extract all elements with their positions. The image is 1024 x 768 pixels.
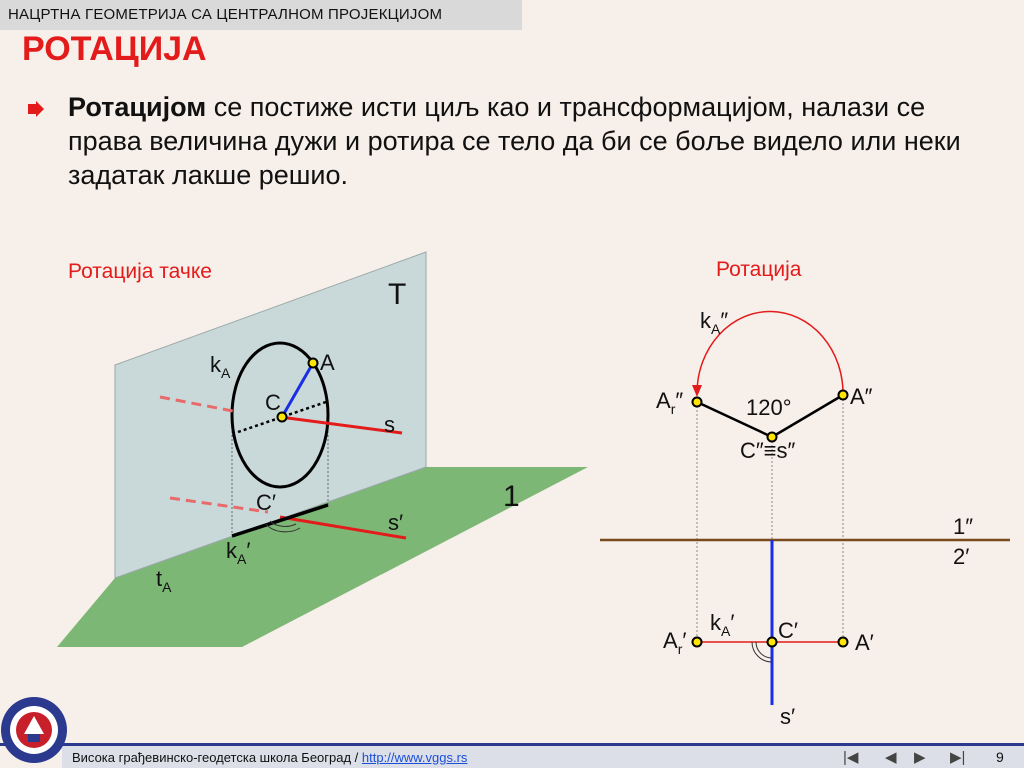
left-caption: Ротација тачке <box>68 260 212 283</box>
right-caption: Ротација <box>716 258 802 281</box>
label-kA-prime: $k_A'$ <box>226 538 251 567</box>
plane-T-label: T <box>388 278 407 311</box>
footer-school: Висока грађевинско-геодетска школа Београд / http://www.vggs.rs <box>72 750 468 765</box>
label-C-S-dbl: C″≡s″ <box>740 438 796 463</box>
label-s: s <box>384 412 395 437</box>
point-C-prime <box>768 638 777 647</box>
nav-next-button[interactable]: ▶ <box>914 749 926 766</box>
point-Ar-prime <box>693 638 702 647</box>
arc-arrowhead <box>692 385 702 397</box>
label-C: C <box>265 390 281 415</box>
label-C-prime-right: C′ <box>778 618 799 643</box>
label-axis-1: 1″ <box>953 514 974 539</box>
label-axis-2: 2′ <box>953 544 970 569</box>
course-title: НАЦРТНА ГЕОМЕТРИЈА СА ЦЕНТРАЛНОМ ПРОЈЕКЦИЈОМ <box>8 6 443 23</box>
point-A <box>309 359 318 368</box>
point-Ar-dbl <box>693 398 702 407</box>
nav-first-button[interactable]: |◀ <box>843 749 859 766</box>
label-s-prime-right: s′ <box>780 704 796 729</box>
slide-title: РОТАЦИЈА <box>22 30 207 68</box>
bullet-body: се постиже исти циљ као и трансформацијом, налази се права величина дужи и ротира се тело да би се боље видело или неки задатак лакше решио. <box>68 92 961 190</box>
label-s-prime: s′ <box>388 510 404 535</box>
label-kA-dbl: $k_A''$ <box>700 308 729 337</box>
label-Ar-prime: $A_r'$ <box>663 628 687 657</box>
label-C-prime: C′ <box>256 490 277 515</box>
label-A-prime-right: A′ <box>855 630 874 655</box>
label-tA: $t_A$ <box>156 566 172 595</box>
label-kA-prime-right: $k_A'$ <box>710 610 735 639</box>
point-A-prime <box>839 638 848 647</box>
label-angle: 120° <box>746 395 792 420</box>
label-Ar-dbl: $A_r''$ <box>656 388 684 417</box>
plane-1-label: 1 <box>503 480 520 513</box>
page-number: 9 <box>996 749 1004 765</box>
label-A-dbl: A″ <box>850 384 873 409</box>
footer-link[interactable]: http://www.vggs.rs <box>361 750 468 765</box>
school-logo-icon <box>0 688 74 768</box>
label-kA: $k_A$ <box>210 352 231 381</box>
nav-prev-button[interactable]: ◀ <box>885 749 897 766</box>
nav-last-button[interactable]: ▶| <box>950 749 966 766</box>
label-A: A <box>320 350 335 375</box>
point-A-dbl <box>839 391 848 400</box>
bullet-bold-term: Ротацијом <box>68 92 207 122</box>
